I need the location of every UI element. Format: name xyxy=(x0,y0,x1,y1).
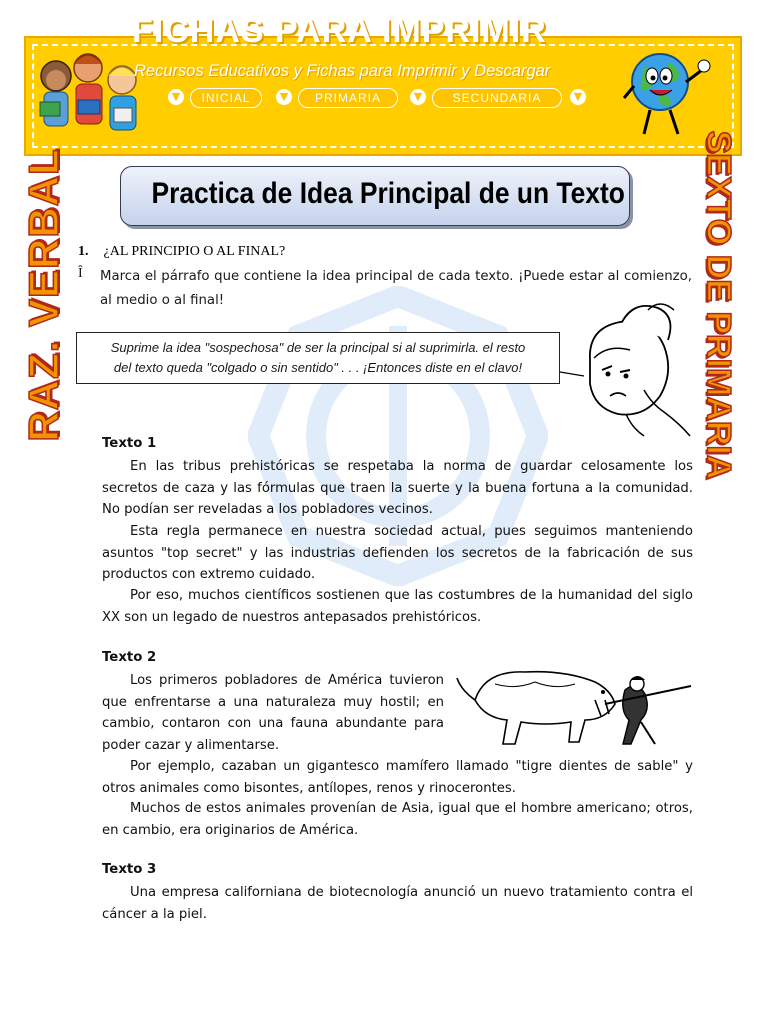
texto-2-heading: Texto 2 xyxy=(102,650,157,665)
texto-1-paragraph-2[interactable]: Esta regla permanece en nuestra sociedad actual, pues seguimos manteniendo asuntos "top secret" y las industrias defienden los secretos de la fabricación de sus productos con extremo cuidado. xyxy=(102,524,693,582)
texto-2-paragraph-2[interactable]: Por ejemplo, cazaban un gigantesco mamífero llamado "tigre dientes de sable" y otros animales como bisontes, antílopes, renos y rinocerontes. xyxy=(102,759,693,796)
down-arrow-icon: ▼ xyxy=(276,89,292,105)
texto-2-paragraph-3[interactable]: Muchos de estos animales provenían de Asia, igual que el hombre americano; otros, en cambio, era originarios de América. xyxy=(102,801,693,838)
bullet-glyph: Î xyxy=(78,266,83,281)
texto-3-paragraph-1[interactable]: Una empresa californiana de biotecnología anunció un nuevo tratamiento contra el cáncer a la piel. xyxy=(102,885,693,922)
grade-text: SEXTO DE PRIMARIA xyxy=(699,130,738,480)
grade-side-label xyxy=(694,130,742,480)
section-heading xyxy=(78,244,285,260)
tip-line-2: del texto queda "colgado o sin sentido" . . . ¡Entonces diste en el clavo! xyxy=(113,360,523,375)
tip-text xyxy=(83,338,553,378)
tip-box xyxy=(76,332,560,384)
globe-mascot-illustration xyxy=(616,42,716,142)
down-arrow-icon: ▼ xyxy=(168,89,184,105)
texto-1-paragraph-3[interactable]: Por eso, muchos científicos sostienen que las costumbres de la humanidad del siglo XX son un legado de nuestros antepasados prehistóricos. xyxy=(102,588,693,625)
tip-line-1: Suprime la idea "sospechosa" de ser la principal si al suprimirla. el resto xyxy=(110,340,526,355)
subject-text: RAZ. VERBAL xyxy=(20,148,67,442)
level-links xyxy=(140,88,590,108)
down-arrow-icon: ▼ xyxy=(570,89,586,105)
down-arrow-icon: ▼ xyxy=(410,89,426,105)
worksheet-title: Practica de Idea Principal de un Texto xyxy=(151,177,625,210)
angry-girl-illustration xyxy=(560,300,700,440)
worksheet-title-box xyxy=(120,166,630,226)
sabertooth-hunt-illustration xyxy=(455,660,695,750)
kids-illustration xyxy=(30,42,142,142)
texto-2-paragraph-1[interactable]: Los primeros pobladores de América tuvieron que enfrentarse a una naturaleza muy hostil; en cambio, contaron con una fauna abundante para poder cazar y alimentarse. xyxy=(102,673,444,753)
site-subtitle: Recursos Educativos y Fichas para Imprimir y Descargar xyxy=(134,62,551,80)
texto-3-heading: Texto 3 xyxy=(102,862,157,877)
texto-1-paragraph-1[interactable]: En las tribus prehistóricas se respetaba la norma de guardar celosamente los secretos de caza y las fórmulas que traen la suerte y la buena fortuna a la comunidad. No podían ser reveladas a los pobladores vecinos. xyxy=(102,459,693,517)
section-heading-text: ¿AL PRINCIPIO O AL FINAL? xyxy=(103,244,286,259)
level-link-secundaria[interactable]: SECUNDARIA xyxy=(432,88,562,108)
level-link-primaria[interactable]: PRIMARIA xyxy=(298,88,398,108)
texto-1-heading: Texto 1 xyxy=(102,436,157,451)
level-link-inicial[interactable]: INICIAL xyxy=(190,88,262,108)
site-title: FICHAS PARA IMPRIMIR xyxy=(132,12,547,50)
subject-side-label xyxy=(20,150,68,440)
section-number: 1. xyxy=(78,244,89,259)
instruction-text: Marca el párrafo que contiene la idea principal de cada texto. ¡Puede estar al comienzo, al medio o al final! xyxy=(100,269,692,308)
